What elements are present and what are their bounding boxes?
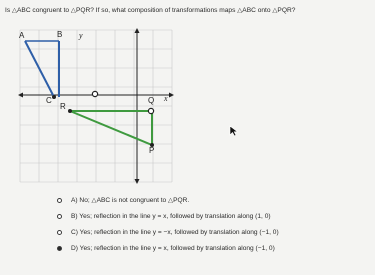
question-text: Is △ABC congruent to △PQR? If so, what composition of transformations maps △ABC onto △PQR? — [5, 7, 296, 14]
radio-choice-b[interactable] — [57, 214, 62, 219]
grid-lines — [20, 30, 172, 182]
choice-b-label: B) Yes; reflection in the line y = x, followed by translation along (1, 0) — [71, 212, 271, 220]
label-p: P — [149, 146, 155, 155]
label-r: R — [60, 102, 66, 111]
label-b: B — [57, 30, 63, 39]
mouse-cursor-icon — [229, 125, 239, 137]
triangle-abc — [25, 41, 59, 97]
origin-point — [92, 91, 97, 96]
radio-choice-a[interactable] — [57, 198, 62, 203]
label-y-axis: y — [79, 31, 83, 40]
radio-choice-c[interactable] — [57, 230, 62, 235]
choice-c[interactable] — [57, 227, 279, 237]
radio-choice-d[interactable] — [57, 246, 62, 251]
label-a: A — [19, 31, 25, 40]
triangle-pqr — [70, 111, 152, 145]
choice-a[interactable] — [57, 195, 189, 205]
label-c: C — [46, 96, 52, 105]
choice-c-label: C) Yes; reflection in the line y = −x, followed by translation along (−1, 0) — [71, 228, 279, 236]
choice-d-label: D) Yes; reflection in the line y = x, followed by translation along (−1, 0) — [71, 244, 275, 252]
choice-a-label: A) No; △ABC is not congruent to △PQR. — [71, 197, 190, 204]
choice-d[interactable] — [57, 243, 275, 253]
label-q: Q — [148, 96, 155, 105]
point-q-marker — [148, 108, 153, 113]
label-x-axis: x — [164, 94, 168, 103]
choice-b[interactable] — [57, 211, 271, 221]
